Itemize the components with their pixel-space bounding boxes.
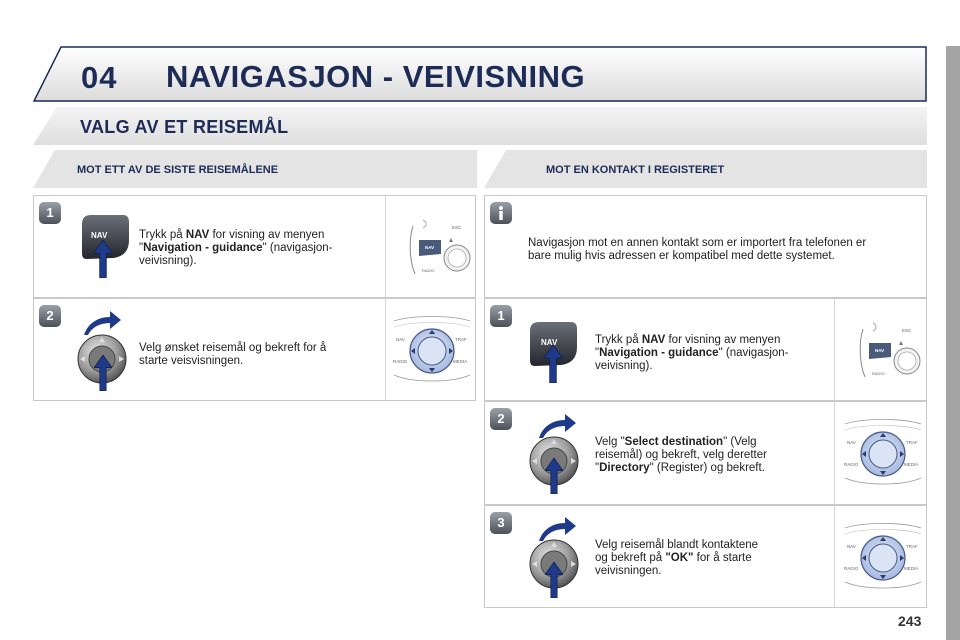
left-step-2-text: Velg ønsket reisemål og bekreft for å starte veisvisningen. [139,342,327,367]
step-badge-number: 2 [46,308,54,323]
step-divider [834,299,835,400]
panel-nav-label: NAV [847,440,856,445]
left-step-1-text: Trykk på NAV for visning av menyen "Navigation - guidance" (navigasjon- veivisning). [139,229,333,267]
control-panel-dial-icon [843,416,923,490]
right-step-2 [484,401,927,505]
section-title: VALG AV ET REISEMÅL [80,117,289,137]
panel-media-label: MEDIA [453,359,468,364]
step-divider [834,402,835,504]
page-number: 243 [898,613,922,629]
press-arrow-icon [93,355,113,391]
panel-radio-label: RADIO [872,371,885,376]
panel-nav-label: NAV [396,337,405,342]
panel-radio-label: RADIO [422,268,435,273]
info-box [484,195,927,298]
panel-nav-label: NAV [875,348,885,353]
info-icon [489,201,513,225]
panel-radio-label: RADIO [393,359,408,364]
panel-esc-label: ESC [452,225,462,230]
left-step-1 [33,195,476,298]
panel-radio-label: RADIO [844,566,859,571]
step-badge-number: 1 [497,308,505,323]
step-divider [385,196,386,297]
step-badge-number: 3 [497,515,505,530]
step-badge-number: 1 [46,205,54,220]
control-panel-dial-icon [392,313,472,387]
step-divider [385,299,386,400]
nav-button-label: NAV [91,231,108,240]
side-strip [946,46,960,640]
left-step-2 [33,298,476,401]
step-badge-number: 2 [497,411,505,426]
press-arrow-icon [544,562,564,598]
info-text: Navigasjon mot en annen kontakt som er importert fra telefonen er bare mulig hvis adressen er kompatibel med dette systemet. [528,237,867,262]
right-step-1 [484,298,927,401]
panel-traf-label: TRAF [906,440,918,445]
right-step-1-text: Trykk på NAV for visning av menyen "Navigation - guidance" (navigasjon- veivisning). [595,334,789,372]
press-arrow-icon [544,458,564,494]
left-column-title: MOT ETT AV DE SISTE REISEMÅLENE [77,164,279,176]
chapter-title: NAVIGASJON - VEIVISNING [166,59,586,94]
chapter-number: 04 [81,60,118,95]
panel-nav-label: NAV [847,544,856,549]
right-step-3 [484,505,927,608]
panel-traf-label: TRAF [455,337,467,342]
chapter-header [33,46,927,102]
control-panel-dial-icon [843,520,923,594]
panel-traf-label: TRAF [906,544,918,549]
right-step-2-text: Velg "Select destination" (Velg reisemål) og bekreft, velg deretter "Directory" (Register) og bekreft. [595,436,767,474]
panel-media-label: MEDIA [904,462,919,467]
right-step-3-text: Velg reisemål blandt kontaktene og bekreft på "OK" for å starte veivisningen. [595,539,759,577]
press-arrow-icon [93,240,113,278]
panel-nav-label: NAV [425,245,435,250]
step-divider [834,506,835,607]
right-column-title: MOT EN KONTAKT I REGISTERET [546,164,725,176]
press-arrow-icon [543,345,563,383]
panel-media-label: MEDIA [904,566,919,571]
panel-radio-label: RADIO [844,462,859,467]
panel-esc-label: ESC [902,328,912,333]
nav-button-label: NAV [541,338,558,347]
